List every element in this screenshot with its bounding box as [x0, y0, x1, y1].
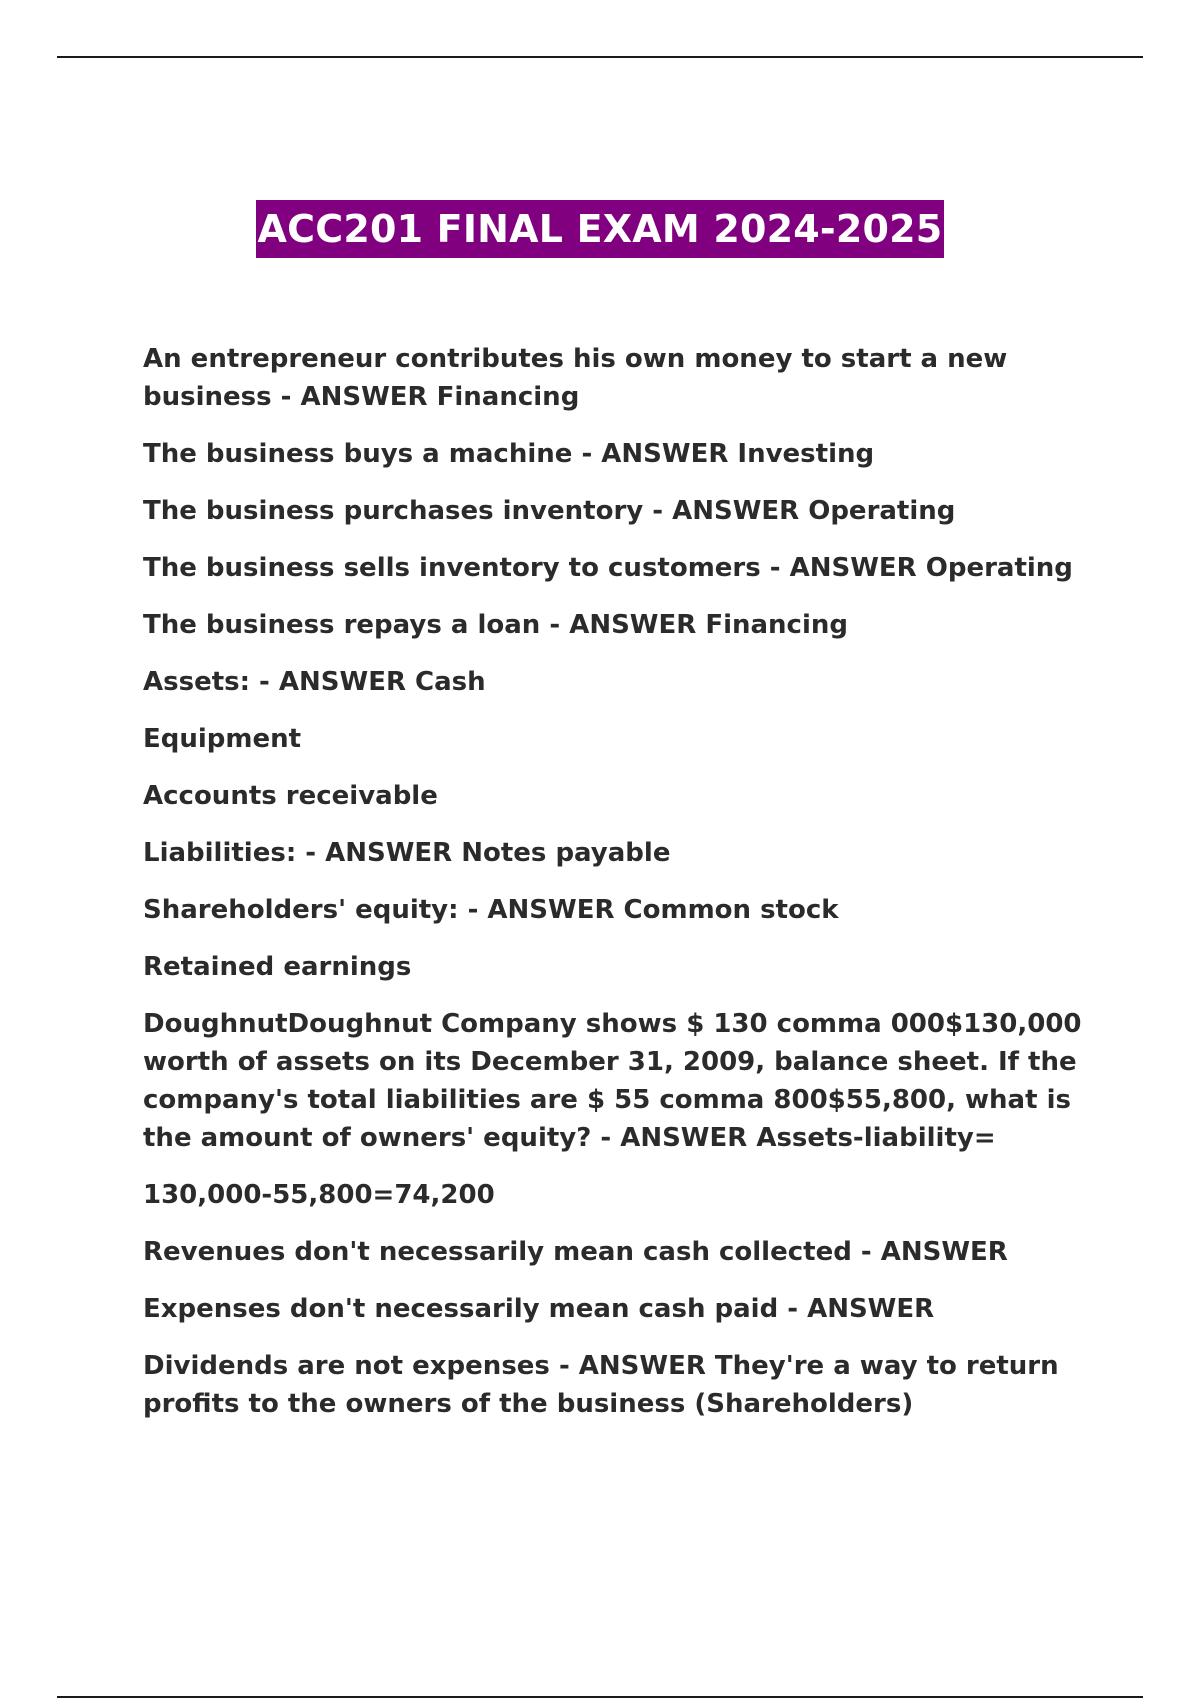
qa-item: The business repays a loan - ANSWER Financing	[143, 610, 848, 640]
qa-item: Retained earnings	[143, 952, 412, 982]
qa-item: Expenses don't necessarily mean cash paid - ANSWER	[143, 1294, 935, 1324]
qa-item: The business sells inventory to customers - ANSWER Operating	[143, 553, 1073, 583]
qa-item: Accounts receivable	[143, 781, 438, 811]
qa-item: Liabilities: - ANSWER Notes payable	[143, 838, 671, 868]
title-container	[0, 200, 1200, 258]
qa-item: Assets: - ANSWER Cash	[143, 667, 486, 697]
bottom-rule	[57, 1696, 1143, 1698]
page-title: ACC201 FINAL EXAM 2024-2025	[256, 200, 945, 258]
document-body	[143, 340, 1103, 1442]
qa-item: Equipment	[143, 724, 302, 754]
qa-item: The business purchases inventory - ANSWER Operating	[143, 496, 956, 526]
qa-item: DoughnutDoughnut Company shows $ 130 comma 000$130,000 worth of assets on its December 31, 2009, balance sheet. If the company's total liabilities are $ 55 comma 800$55,800, what is the amount of owners' equity? - ANSWER Assets-liability=	[143, 1009, 1082, 1153]
qa-item: 130,000-55,800=74,200	[143, 1180, 495, 1210]
qa-item: The business buys a machine - ANSWER Investing	[143, 439, 875, 469]
qa-item: Shareholders' equity: - ANSWER Common stock	[143, 895, 839, 925]
qa-item: An entrepreneur contributes his own money to start a new business - ANSWER Financing	[143, 344, 1008, 412]
qa-item: Revenues don't necessarily mean cash collected - ANSWER	[143, 1237, 1008, 1267]
top-rule	[57, 56, 1143, 58]
qa-item: Dividends are not expenses - ANSWER They're a way to return profits to the owners of the business (Shareholders)	[143, 1351, 1059, 1419]
